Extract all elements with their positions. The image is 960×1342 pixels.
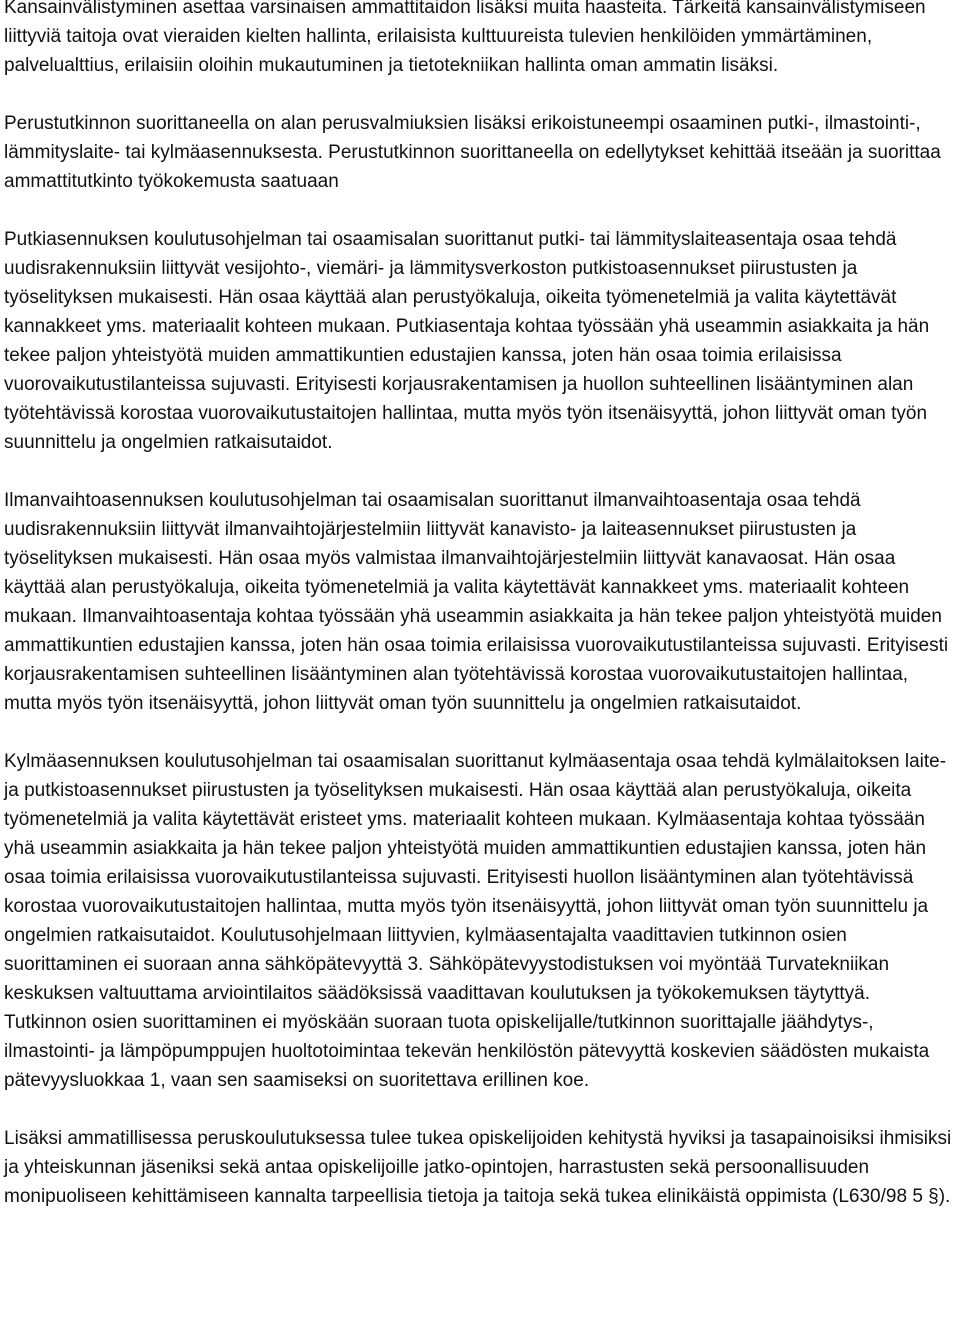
paragraph-ventilation-installation: Ilmanvaihtoasennuksen koulutusohjelman tai osaamisalan suorittanut ilmanvaihtoasentaja osaa tehdä uudisrakennuksiin liittyvät ilmanvaihtojärjestelmiin liittyvät kanavisto- ja laiteasennukset piirustusten ja työselityksen mukaisesti. Hän osaa myös valmistaa ilmanvaihtojärjestelmiin liittyvät kanavaosat. Hän osaa käyttää alan perustyökaluja, oikeita työmenetelmiä ja valita käytettävät kannakkeet yms. materiaalit kohteen mukaan. Ilmanvaihtoasentaja kohtaa työssään yhä useammin asiakkaita ja hän tekee paljon yhteistyötä muiden ammattikuntien edustajien kanssa, joten hän osaa toimia erilaisissa vuorovaikutustilanteissa sujuvasti. Erityisesti korjausrakentamisen suhteellinen lisääntyminen alan työtehtävissä korostaa vuorovaikutustaitojen hallintaa, mutta myös työn itsenäisyyttä, johon liittyvät oman työn suunnittelu ja ongelmien ratkaisutaidot. [4, 490, 949, 714]
paragraph-additional-goals: Lisäksi ammatillisessa peruskoulutuksessa tulee tukea opiskelijoiden kehitystä hyviksi ja tasapainoisiksi ihmisiksi ja yhteiskunnan jäseniksi sekä antaa opiskelijoille jatko-opintojen, harrastusten sekä persoonallisuuden monipuoliseen kehittämiseen kannalta tarpeellisia tietoja ja taitoja sekä tukea elinikäistä oppimista (L630/98 5 §). [4, 1128, 952, 1207]
paragraph-internationalization: Kansainvälistyminen asettaa varsinaisen ammattitaidon lisäksi muita haasteita. Tärkeitä kansainvälistymiseen liittyviä taitoja ovat vieraiden kielten hallinta, erilaisista kulttuureista tulevien henkilöiden ymmärtäminen, palvelualttius, erilaisiin oloihin mukautuminen ja tietotekniikan hallinta oman ammatin lisäksi. [4, 0, 926, 76]
paragraph-refrigeration-installation: Kylmäasennuksen koulutusohjelman tai osaamisalan suorittanut kylmäasentaja osaa tehdä kylmälaitoksen laite- ja putkistoasennukset piirustusten ja työselityksen mukaisesti. Hän osaa käyttää alan perustyökaluja, oikeita työmenetelmiä ja valita käytettävät eristeet yms. materiaalit kohteen mukaan. Kylmäasentaja kohtaa työssään yhä useammin asiakkaita ja hän tekee paljon yhteistyötä muiden ammattikuntien edustajien kanssa, joten hän osaa toimia erilaisissa vuorovaikutustilanteissa sujuvasti. Erityisesti huollon lisääntyminen alan työtehtävissä korostaa vuorovaikutustaitojen hallintaa, mutta myös työn itsenäisyyttä, johon liittyvät oman työn suunnittelu ja ongelmien ratkaisutaidot. Koulutusohjelmaan liittyvien, kylmäasentajalta vaadittavien tutkinnon osien suorittaminen ei suoraan anna sähköpätevyyttä 3. Sähköpätevyystodistuksen voi myöntää Turvatekniikan keskuksen valtuuttama arviointilaitos säädöksissä vaadittavan koulutuksen ja työkokemuksen täytyttyä. Tutkinnon osien suorittaminen ei myöskään suoraan tuota opiskelijalle/tutkinnon suorittajalle jäähdytys-, ilmastointi- ja lämpöpumppujen huoltotoimintaa tekevän henkilöstön pätevyyttä koskevien säädösten mukaista pätevyysluokkaa 1, vaan sen saamiseksi on suoritettava erillinen koe. [4, 751, 947, 1091]
paragraph-pipe-installation: Putkiasennuksen koulutusohjelman tai osaamisalan suorittanut putki- tai lämmityslaiteasentaja osaa tehdä uudisrakennuksiin liittyvät vesijohto-, viemäri- ja lämmitysverkoston putkistoasennukset piirustusten ja työselityksen mukaisesti. Hän osaa käyttää alan perustyökaluja, oikeita työmenetelmiä ja valita käytettävät kannakkeet yms. materiaalit kohteen mukaan. Putkiasentaja kohtaa työssään yhä useammin asiakkaita ja hän tekee paljon yhteistyötä muiden ammattikuntien edustajien kanssa, joten hän osaa toimia erilaisissa vuorovaikutustilanteissa sujuvasti. Erityisesti korjausrakentamisen ja huollon suhteellinen lisääntyminen alan työtehtävissä korostaa vuorovaikutustaitojen hallintaa, mutta myös työn itsenäisyyttä, johon liittyvät oman työn suunnittelu ja ongelmien ratkaisutaidot. [4, 229, 930, 453]
paragraph-basic-degree: Perustutkinnon suorittaneella on alan perusvalmiuksien lisäksi erikoistuneempi osaaminen putki-, ilmastointi-, lämmityslaite- tai kylmäasennuksesta. Perustutkinnon suorittaneella on edellytykset kehittää itseään ja suorittaa ammattitutkinto työkokemusta saatuaan [4, 113, 941, 192]
